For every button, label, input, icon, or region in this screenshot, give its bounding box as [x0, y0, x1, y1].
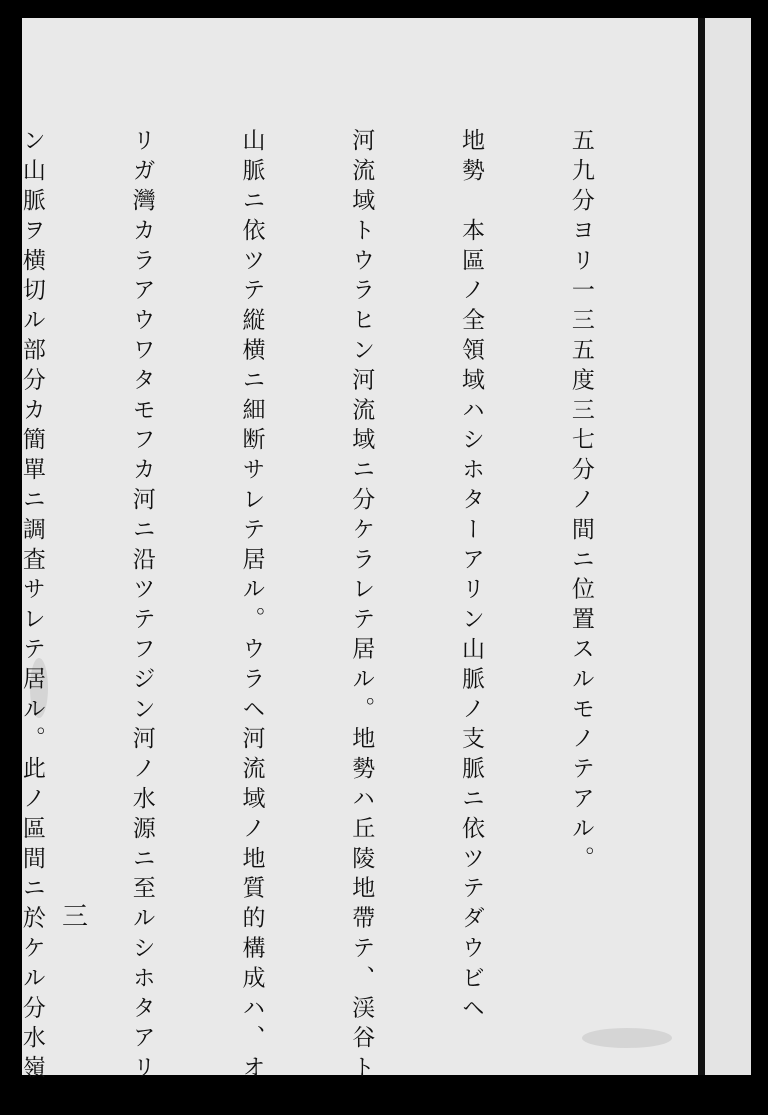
facing-page-edge [705, 18, 751, 1075]
page-number: 三 [62, 902, 89, 932]
text-line: 河流域トウラヒン河流域ニ分ケラレテ居ル。地勢ハ丘陵地帶テ、渓谷ト [348, 128, 375, 1085]
text-line: 山脈ニ依ツテ縦横ニ細断サレテ居ル。ウラヘ河流域ノ地質的構成ハ、オ [238, 128, 265, 1085]
section-heading-line-terrain: 地勢 本區ノ全領域ハシホターアリン山脈ノ支脈ニ依ツテダウビヘ [458, 128, 485, 1025]
text-line: 五九分ヨリ一三五度三七分ノ間ニ位置スルモノテアル。 [567, 128, 594, 876]
body-text [18, 128, 672, 1085]
text-line: ン山脈ヲ横切ル部分カ簡單ニ調査サレテ居ル。此ノ區間ニ於ケル分水嶺 [18, 128, 45, 1085]
book-spine [698, 18, 705, 1075]
text-line: リガ灣カラアウワタモフカ河ニ沿ツテフジン河ノ水源ニ至ルシホタアリ [128, 128, 155, 1085]
